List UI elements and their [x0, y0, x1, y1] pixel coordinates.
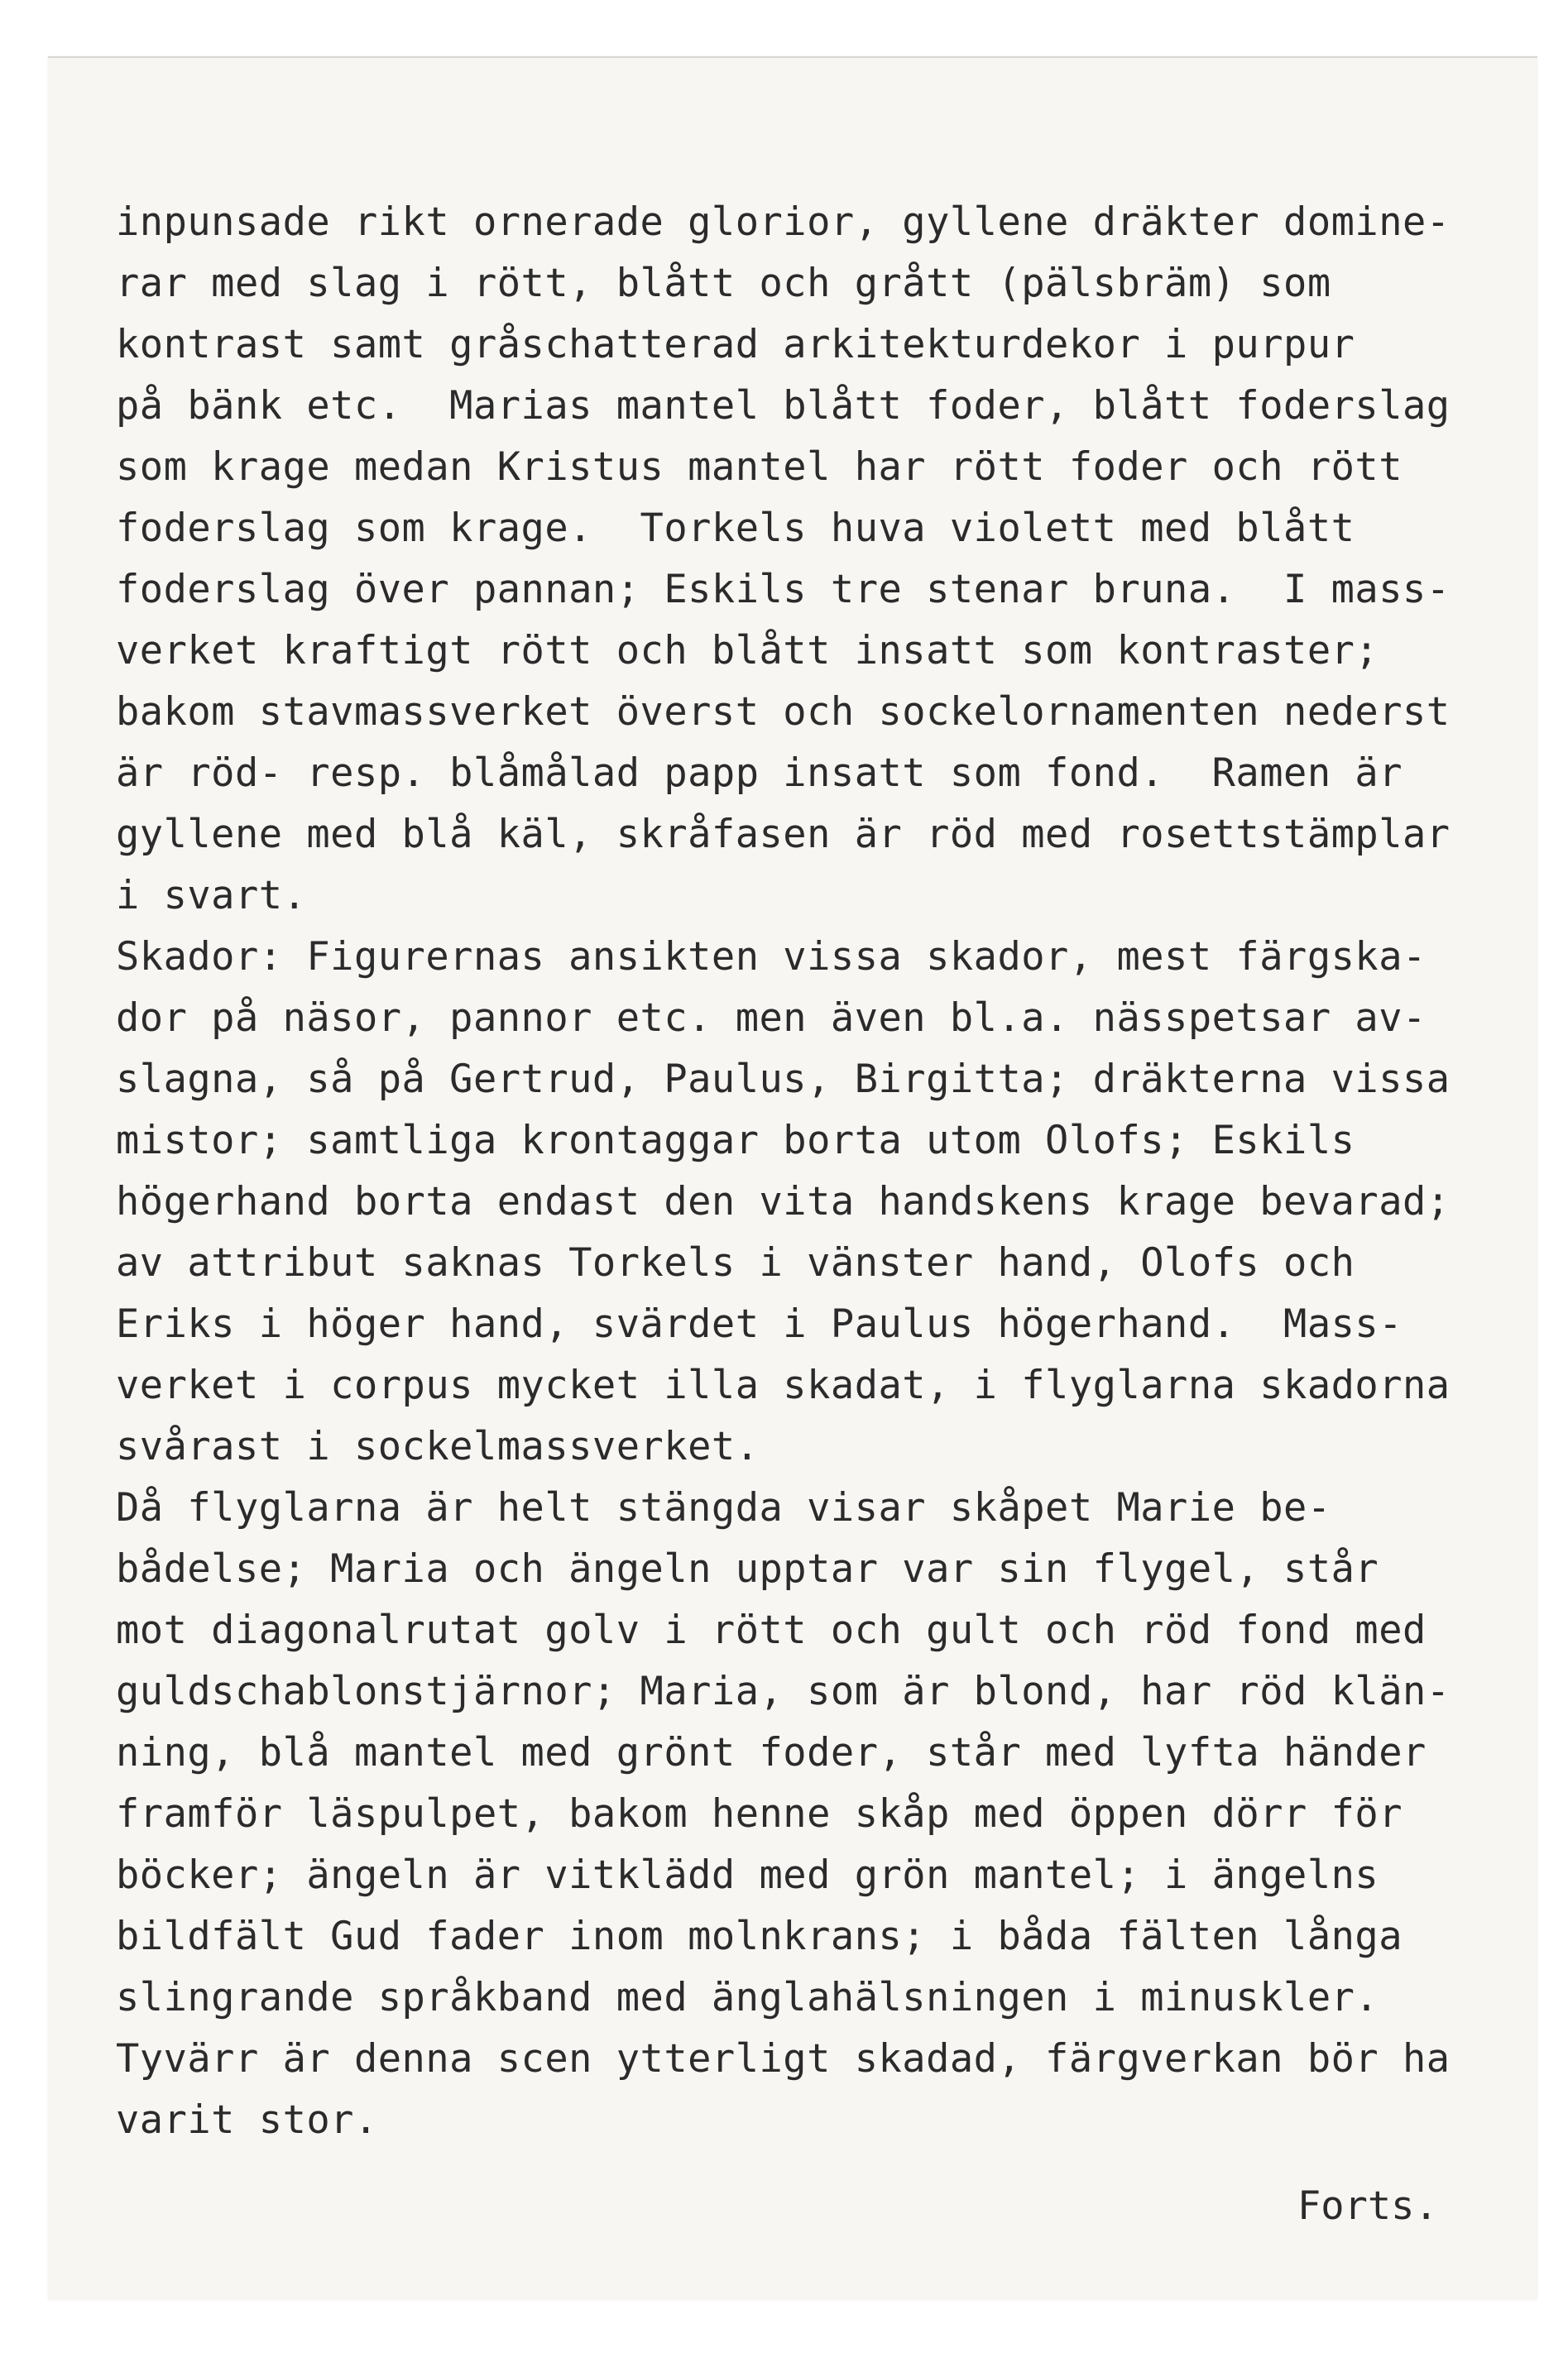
- text-line: varit stor.: [116, 2097, 378, 2143]
- text-line: gyllene med blå käl, skråfasen är röd med rosettstämplar: [116, 812, 1451, 857]
- text-line: verket kraftigt rött och blått insatt som kontraster;: [116, 628, 1379, 673]
- text-line: guldschablonstjärnor; Maria, som är blond, har röd klän-: [116, 1669, 1451, 1714]
- text-line: svårast i sockelmassverket.: [116, 1424, 760, 1469]
- text-line: rar med slag i rött, blått och grått (pälsbräm) som: [116, 261, 1331, 306]
- text-line: inpunsade rikt ornerade glorior, gyllene dräkter domine-: [116, 199, 1451, 245]
- text-line: är röd- resp. blåmålad papp insatt som fond. Ramen är: [116, 750, 1403, 796]
- text-line: verket i corpus mycket illa skadat, i flyglarna skadorna: [116, 1363, 1451, 1408]
- text-line: Eriks i höger hand, svärdet i Paulus högerhand. Mass-: [116, 1301, 1403, 1347]
- text-line: bildfält Gud fader inom molnkrans; i båda fälten långa: [116, 1914, 1403, 1959]
- text-line: bakom stavmassverket överst och sockelornamenten nederst: [116, 689, 1451, 735]
- typed-text-body: [48, 58, 1537, 2300]
- text-line: böcker; ängeln är vitklädd med grön mantel; i ängelns: [116, 1852, 1379, 1898]
- text-line: ning, blå mantel med grönt foder, står med lyfta händer: [116, 1730, 1427, 1776]
- text-line: mistor; samtliga krontaggar borta utom Olofs; Eskils: [116, 1118, 1355, 1163]
- text-line: slagna, så på Gertrud, Paulus, Birgitta; dräkterna vissa: [116, 1057, 1451, 1102]
- document-page: [48, 56, 1537, 2300]
- text-line: som krage medan Kristus mantel har rött foder och rött: [116, 444, 1403, 490]
- text-line: Då flyglarna är helt stängda visar skåpet Marie be-: [116, 1485, 1331, 1531]
- text-line: slingrande språkband med änglahälsningen i minuskler.: [116, 1975, 1379, 2020]
- text-line: på bänk etc. Marias mantel blått foder, blått foderslag: [116, 383, 1451, 429]
- text-line: i svart.: [116, 873, 307, 918]
- text-line: dor på näsor, pannor etc. men även bl.a. nässpetsar av-: [116, 995, 1427, 1041]
- text-line: Skador: Figurernas ansikten vissa skador, mest färgska-: [116, 934, 1427, 980]
- text-line: högerhand borta endast den vita handskens krage bevarad;: [116, 1179, 1451, 1224]
- text-line: foderslag som krage. Torkels huva violett med blått: [116, 506, 1355, 551]
- text-line: av attribut saknas Torkels i vänster hand, Olofs och: [116, 1240, 1355, 1286]
- text-line: foderslag över pannan; Eskils tre stenar bruna. I mass-: [116, 567, 1451, 612]
- text-line: Tyvärr är denna scen ytterligt skadad, färgverkan bör ha: [116, 2036, 1451, 2082]
- text-line: mot diagonalrutat golv i rött och gult och röd fond med: [116, 1608, 1427, 1653]
- text-line: framför läspulpet, bakom henne skåp med öppen dörr för: [116, 1791, 1403, 1837]
- text-line: bådelse; Maria och ängeln upptar var sin flygel, står: [116, 1546, 1379, 1592]
- continuation-note: Forts.: [1297, 2183, 1438, 2229]
- text-line: kontrast samt gråschatterad arkitekturdekor i purpur: [116, 322, 1355, 367]
